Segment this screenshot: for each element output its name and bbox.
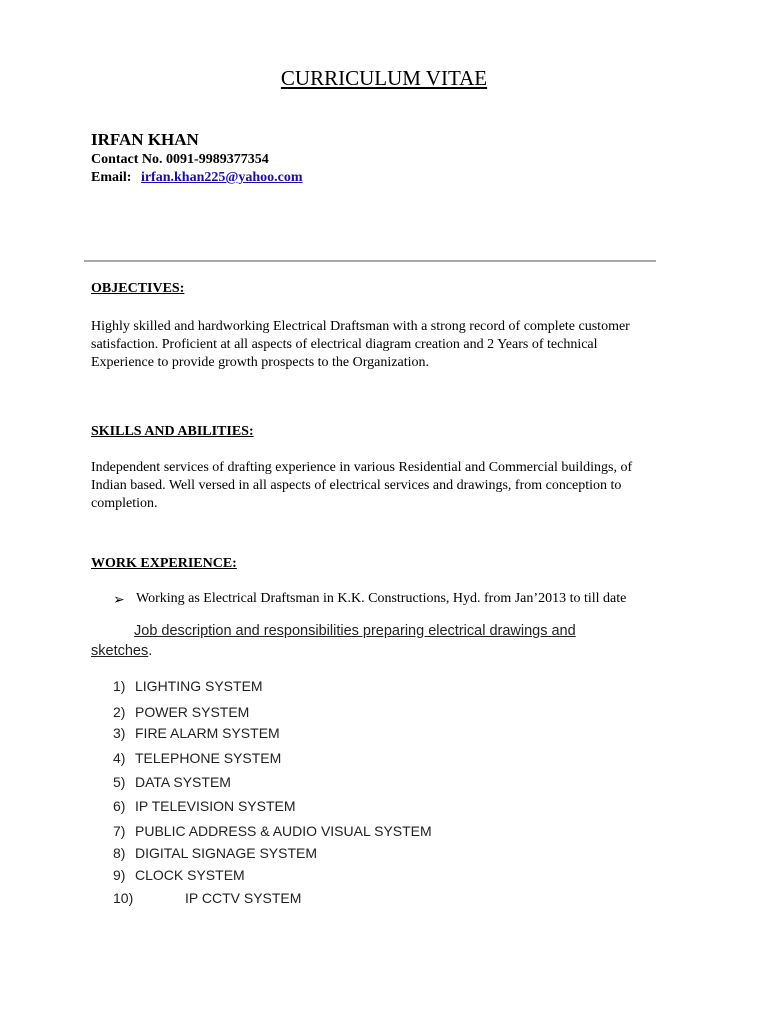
list-item-label: LIGHTING SYSTEM (135, 678, 263, 694)
work-experience-heading: WORK EXPERIENCE: (91, 556, 237, 571)
skills-paragraph (91, 459, 681, 513)
paragraph-line: Experience to provide growth prospects to the Organization. (91, 355, 429, 370)
list-item-label: FIRE ALARM SYSTEM (135, 725, 280, 741)
list-item-label: DATA SYSTEM (135, 774, 231, 790)
list-item-number: 5) (113, 774, 126, 790)
email-link[interactable]: irfan.khan225@yahoo.com (140, 170, 303, 185)
list-item-number: 10) (113, 890, 134, 906)
paragraph-line: satisfaction. Proficient at all aspects of electrical diagram creation and 2 Years of technical (91, 337, 598, 352)
job-description (91, 621, 681, 661)
job-description-period: . (148, 643, 153, 659)
job-description-line: sketches (91, 643, 149, 659)
contact-number: Contact No. 0091-9989377354 (91, 152, 269, 167)
paragraph-line: Highly skilled and hardworking Electrical Draftsman with a strong record of complete customer (91, 319, 630, 334)
list-item-label: IP TELEVISION SYSTEM (135, 798, 296, 814)
document-title: CURRICULUM VITAE (280, 66, 488, 90)
list-item-label: IP CCTV SYSTEM (185, 890, 302, 906)
list-item-number: 7) (113, 823, 126, 839)
horizontal-divider (84, 260, 656, 262)
list-item-label: PUBLIC ADDRESS & AUDIO VISUAL SYSTEM (135, 823, 432, 839)
list-item-label: CLOCK SYSTEM (135, 867, 245, 883)
objectives-paragraph (91, 318, 681, 372)
list-item-number: 3) (113, 725, 126, 741)
paragraph-line: Indian based. Well versed in all aspects of electrical services and drawings, from conception to (91, 478, 622, 493)
list-item-label: POWER SYSTEM (135, 704, 250, 720)
objectives-heading: OBJECTIVES: (91, 281, 185, 296)
list-item-number: 2) (113, 704, 126, 720)
email-row (91, 170, 303, 186)
email-label: Email: (91, 170, 132, 185)
list-item-number: 8) (113, 845, 126, 861)
list-item-number: 1) (113, 678, 126, 694)
job-description-line: Job description and responsibilities preparing electrical drawings and (134, 623, 576, 639)
list-item-number: 9) (113, 867, 126, 883)
list-item-label: TELEPHONE SYSTEM (135, 750, 282, 766)
arrow-bullet-icon: ➢ (113, 591, 125, 607)
skills-heading: SKILLS AND ABILITIES: (91, 424, 254, 439)
list-item-number: 6) (113, 798, 126, 814)
list-item-label: DIGITAL SIGNAGE SYSTEM (135, 845, 318, 861)
paragraph-line: Independent services of drafting experience in various Residential and Commercial buildings, of (91, 460, 633, 475)
list-item-number: 4) (113, 750, 126, 766)
candidate-name: IRFAN KHAN (91, 130, 199, 149)
paragraph-line: completion. (91, 496, 158, 511)
job-entry: Working as Electrical Draftsman in K.K. Constructions, Hyd. from Jan’2013 to till date (136, 591, 627, 606)
